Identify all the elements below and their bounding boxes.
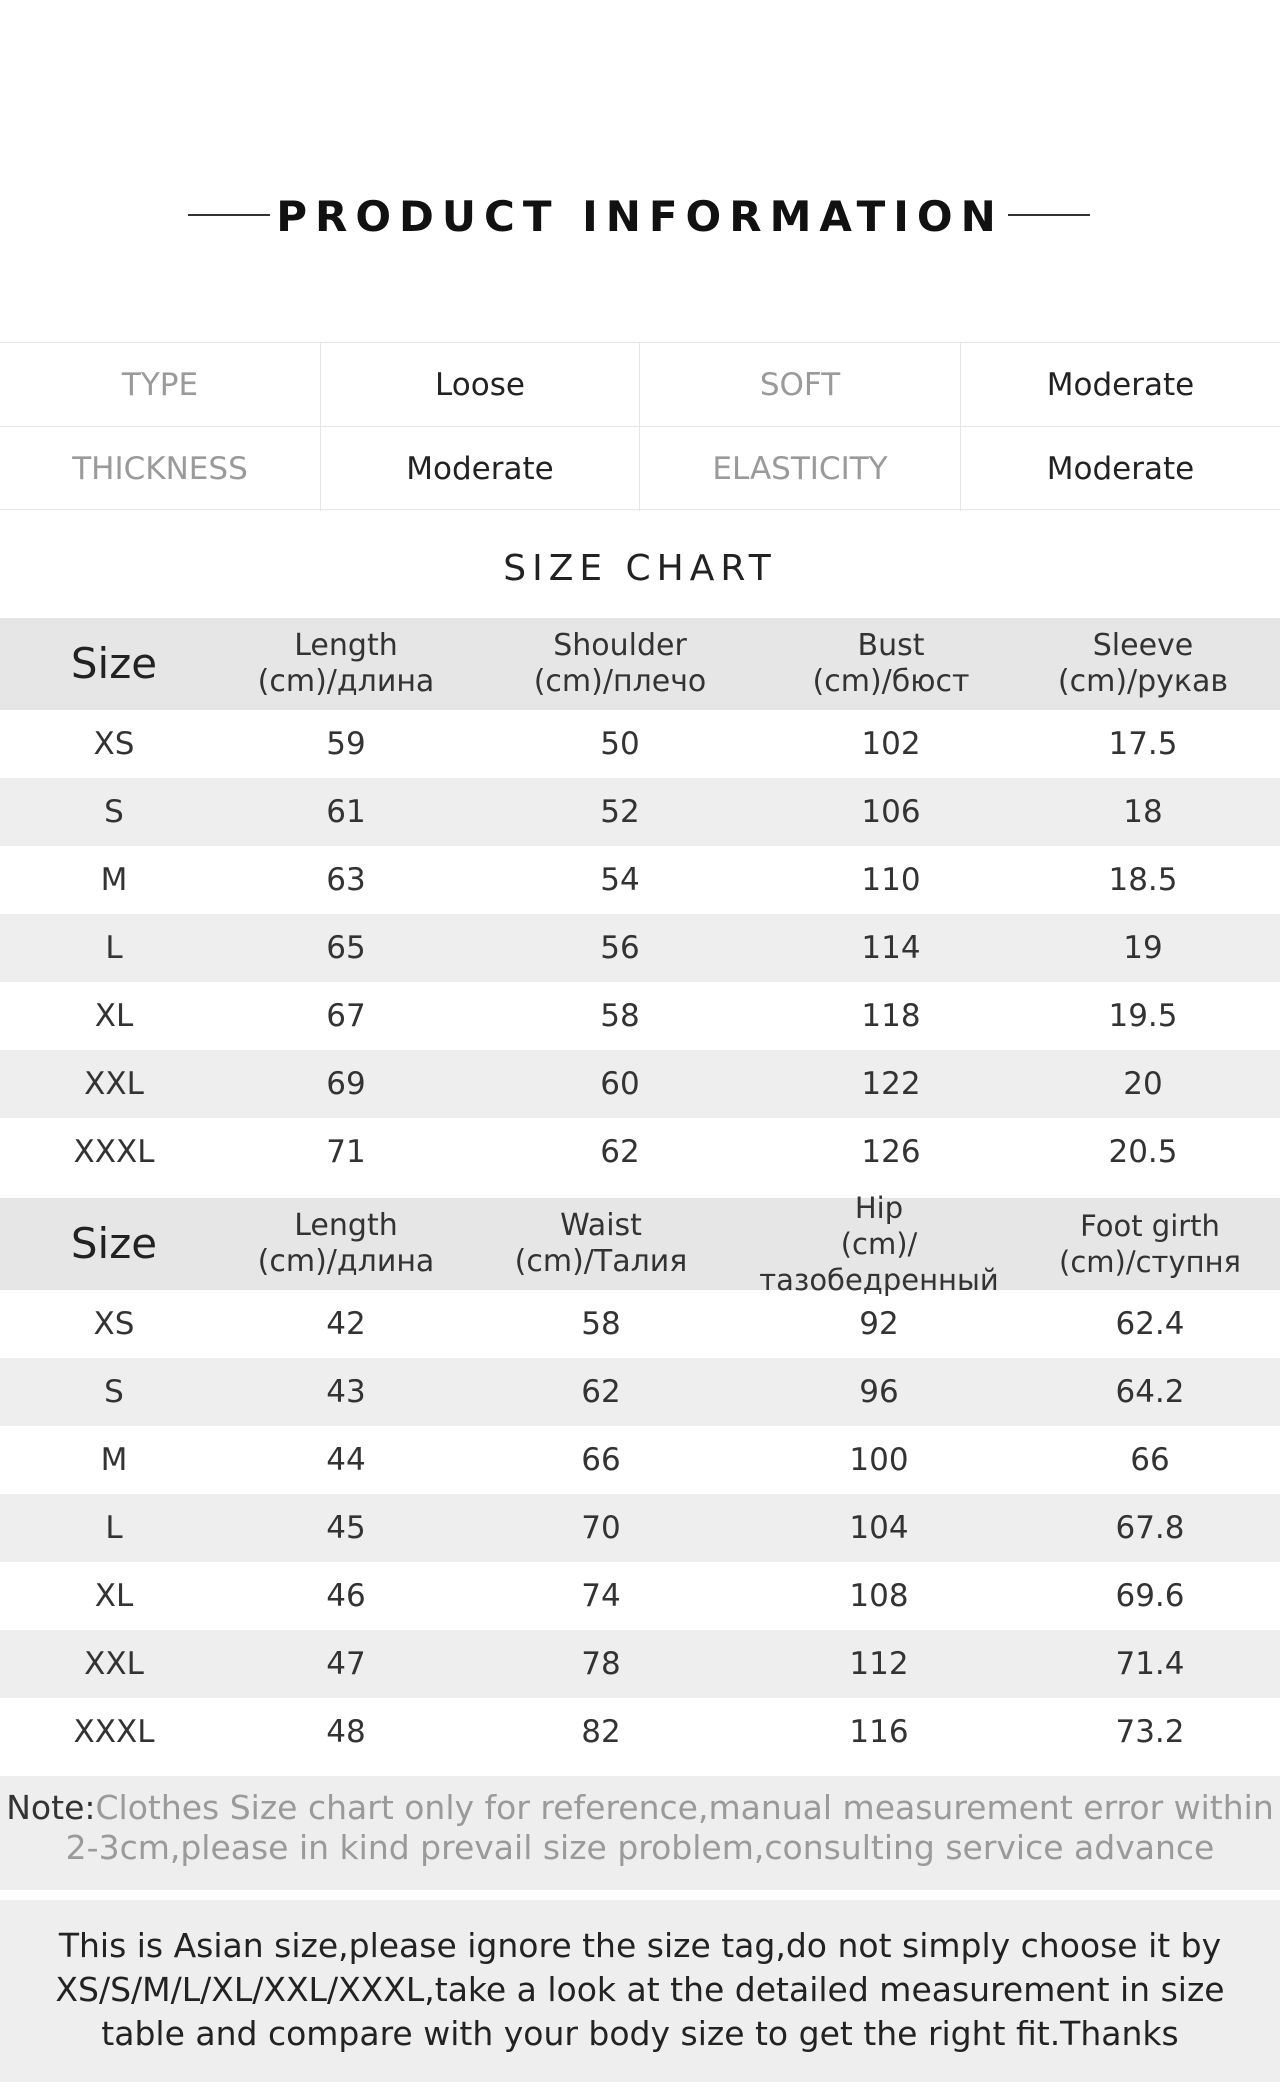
- measurement-note: [0, 1776, 1280, 1890]
- cell: 106: [861, 794, 921, 830]
- cell: 116: [849, 1714, 909, 1750]
- cell: 45: [326, 1510, 366, 1546]
- cell: 112: [849, 1646, 909, 1682]
- header-line2: (cm)/длина: [257, 1244, 435, 1279]
- cell: 66: [581, 1442, 621, 1478]
- header-line1: Size: [70, 639, 158, 688]
- table-row: [0, 1050, 1280, 1118]
- header-line1: Waist: [560, 1208, 642, 1243]
- info-value-thickness: Moderate: [321, 427, 640, 511]
- header-line1: Bust: [857, 628, 925, 663]
- cell: XL: [94, 998, 134, 1034]
- cell: 71.4: [1115, 1646, 1185, 1682]
- cell: 118: [861, 998, 921, 1034]
- cell: XL: [94, 1578, 134, 1614]
- header-waist: [464, 1198, 738, 1290]
- notice-line-3: table and compare with your body size to get the right fit.Thanks: [101, 2014, 1179, 2053]
- cell: 62: [600, 1134, 640, 1170]
- table-row: [0, 1494, 1280, 1562]
- cell: 62: [581, 1374, 621, 1410]
- header-size: [0, 618, 228, 710]
- header-line1: Sleeve: [1092, 628, 1194, 663]
- header-length: [228, 1198, 464, 1290]
- table-row: [0, 1698, 1280, 1766]
- cell: 19: [1123, 930, 1163, 966]
- header-line2: (cm)/рукав: [1057, 664, 1229, 699]
- cell: XXL: [84, 1066, 144, 1102]
- note-label: Note:: [6, 1788, 96, 1827]
- info-key-soft: SOFT: [640, 343, 961, 427]
- info-value-type: Loose: [321, 343, 640, 427]
- header-line1: Hip: [854, 1191, 904, 1225]
- cell: 66: [1130, 1442, 1170, 1478]
- info-key-type: TYPE: [0, 343, 321, 427]
- notice-line-1: This is Asian size,please ignore the size tag,do not simply choose it by: [58, 1926, 1222, 1965]
- cell: 58: [600, 998, 640, 1034]
- info-key-thickness: THICKNESS: [0, 427, 321, 511]
- cell: 17.5: [1108, 726, 1178, 762]
- asian-size-notice: [0, 1900, 1280, 2082]
- table-row: [0, 914, 1280, 982]
- header-line1: Size: [70, 1219, 158, 1268]
- page-title: PRODUCT INFORMATION: [276, 192, 1004, 241]
- header-foot-girth: [1020, 1198, 1280, 1290]
- cell: L: [105, 1510, 123, 1546]
- notice-line-2: XS/S/M/L/XL/XXL/XXXL,take a look at the detailed measurement in size: [55, 1970, 1225, 2009]
- note-text-1: Clothes Size chart only for reference,manual measurement error within: [95, 1788, 1274, 1827]
- table-row: [0, 1358, 1280, 1426]
- header-line1: Foot girth: [1080, 1209, 1220, 1243]
- cell: 65: [326, 930, 366, 966]
- header-rule-right: [1008, 214, 1090, 216]
- header-line2: (cm)/бюст: [812, 664, 970, 699]
- cell: 42: [326, 1306, 366, 1342]
- cell: 67.8: [1115, 1510, 1185, 1546]
- bottom-size-table: [0, 1191, 1280, 1766]
- cell: S: [104, 794, 124, 830]
- cell: 96: [859, 1374, 899, 1410]
- header-sleeve: [1006, 618, 1280, 710]
- cell: XXXL: [73, 1134, 155, 1170]
- cell: 47: [326, 1646, 366, 1682]
- cell: 56: [600, 930, 640, 966]
- header-shoulder: [464, 618, 776, 710]
- table-header: [0, 618, 1280, 710]
- cell: XS: [93, 726, 135, 762]
- cell: 18: [1123, 794, 1163, 830]
- cell: 44: [326, 1442, 366, 1478]
- header-line2: (cm)/плечо: [533, 664, 707, 699]
- cell: 102: [861, 726, 921, 762]
- cell: M: [100, 862, 128, 898]
- cell: 63: [326, 862, 366, 898]
- header-line1: Length: [294, 1208, 398, 1243]
- cell: XXL: [84, 1646, 144, 1682]
- cell: 110: [861, 862, 921, 898]
- info-value-elasticity: Moderate: [1046, 451, 1195, 487]
- cell: 71: [326, 1134, 366, 1170]
- cell: 20.5: [1108, 1134, 1178, 1170]
- header-line2: (cm)/тазобедренный: [759, 1227, 999, 1297]
- header-line1: Length: [294, 628, 398, 663]
- cell: 61: [326, 794, 366, 830]
- table-row: [0, 710, 1280, 778]
- info-row: [0, 427, 1280, 511]
- cell: 114: [861, 930, 921, 966]
- note-line-1: [0, 1788, 1280, 1828]
- table-row: [0, 778, 1280, 846]
- cell: 52: [600, 794, 640, 830]
- cell: XXXL: [73, 1714, 155, 1750]
- cell: 69.6: [1115, 1578, 1185, 1614]
- cell: 69: [326, 1066, 366, 1102]
- info-row: [0, 343, 1280, 427]
- table-header: [0, 1191, 1280, 1297]
- cell: XS: [93, 1306, 135, 1342]
- cell: 100: [849, 1442, 909, 1478]
- table-row: [0, 982, 1280, 1050]
- cell: 43: [326, 1374, 366, 1410]
- cell: 108: [849, 1578, 909, 1614]
- cell: 73.2: [1115, 1714, 1185, 1750]
- product-info-table: [0, 342, 1280, 510]
- cell: 67: [326, 998, 366, 1034]
- cell: 50: [600, 726, 640, 762]
- cell: 122: [861, 1066, 921, 1102]
- cell: 20: [1123, 1066, 1163, 1102]
- cell: 18.5: [1108, 862, 1178, 898]
- table-row: [0, 846, 1280, 914]
- note-text-2: 2-3cm,please in kind prevail size problem,consulting service advance: [65, 1828, 1215, 1867]
- table-row: [0, 1426, 1280, 1494]
- header-line2: (cm)/Талия: [514, 1244, 688, 1279]
- header-bust: [776, 618, 1006, 710]
- header-size: [0, 1198, 228, 1290]
- info-key-elasticity: ELASTICITY: [640, 427, 961, 511]
- header-hip: [738, 1191, 1020, 1297]
- cell: 60: [600, 1066, 640, 1102]
- cell: S: [104, 1374, 124, 1410]
- top-size-table: [0, 618, 1280, 1186]
- cell: 104: [849, 1510, 909, 1546]
- cell: 70: [581, 1510, 621, 1546]
- cell: 78: [581, 1646, 621, 1682]
- size-chart-title: SIZE CHART: [503, 548, 777, 589]
- info-value-soft: Moderate: [1046, 367, 1195, 403]
- cell: 48: [326, 1714, 366, 1750]
- header-line2: (cm)/длина: [257, 664, 435, 699]
- cell: 62.4: [1115, 1306, 1185, 1342]
- header-line1: Shoulder: [553, 628, 687, 663]
- table-row: [0, 1290, 1280, 1358]
- cell: 54: [600, 862, 640, 898]
- cell: L: [105, 930, 123, 966]
- table-row: [0, 1562, 1280, 1630]
- section-header: [0, 180, 1280, 250]
- cell: 19.5: [1108, 998, 1178, 1034]
- cell: 126: [861, 1134, 921, 1170]
- cell: 59: [326, 726, 366, 762]
- table-row: [0, 1630, 1280, 1698]
- cell: 58: [581, 1306, 621, 1342]
- cell: 82: [581, 1714, 621, 1750]
- cell: 92: [859, 1306, 899, 1342]
- header-line2: (cm)/ступня: [1059, 1245, 1241, 1279]
- header-length: [228, 618, 464, 710]
- cell: 64.2: [1115, 1374, 1185, 1410]
- table-row: [0, 1118, 1280, 1186]
- cell: 46: [326, 1578, 366, 1614]
- cell: M: [100, 1442, 128, 1478]
- cell: 74: [581, 1578, 621, 1614]
